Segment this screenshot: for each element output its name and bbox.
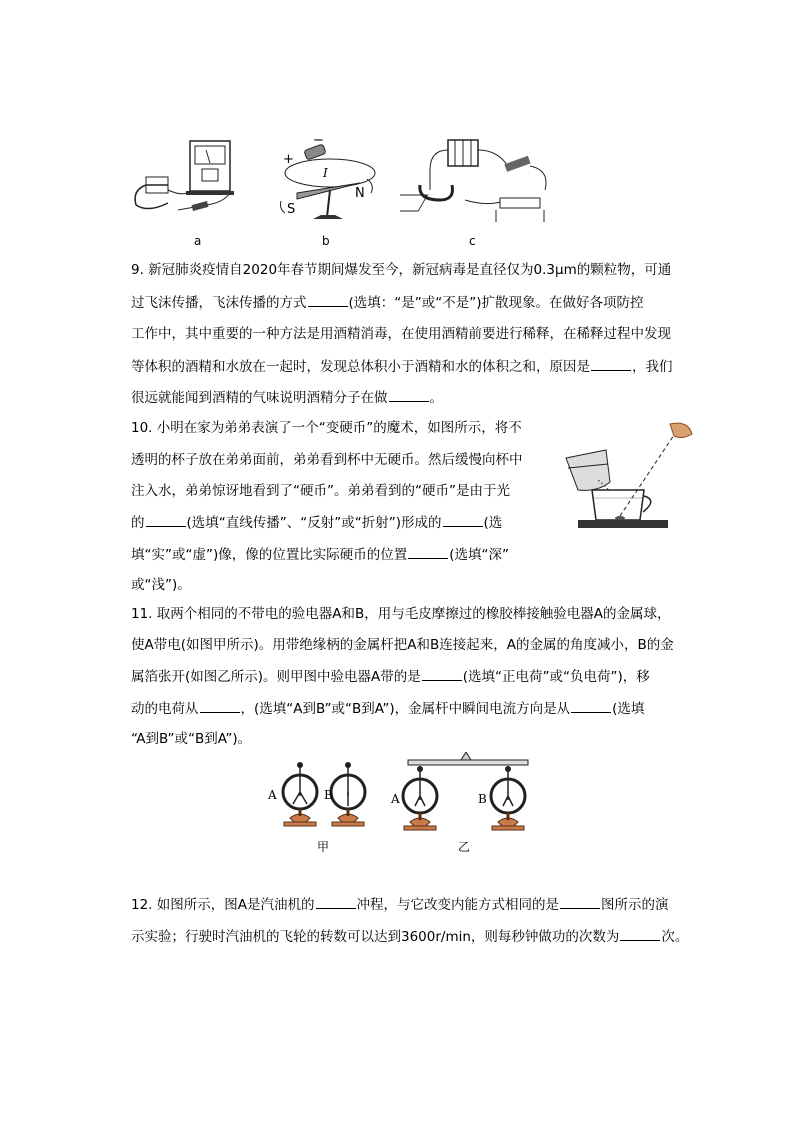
minus-sign: − — [313, 135, 324, 148]
q9-blank1[interactable] — [308, 292, 348, 307]
q9-line2: 过飞沫传播，飞沫传播的方式 (选填：“是”或“不是”)扩散现象。在做好各项防控 — [131, 292, 644, 313]
q11-line5: “A到B”或“B到A”)。 — [131, 731, 252, 747]
q12-line2: 示实验；行驶时汽油机的飞轮的转数可以达到3600r/min，则每秒钟做功的次数为 次。 — [131, 926, 688, 947]
figure-label-a: a — [194, 234, 202, 248]
q12-line1: 12. 如图所示，图A是汽油机的 冲程，与它改变内能方式相同的是 图所示的演 — [131, 894, 669, 915]
q9-line3: 工作中，其中重要的一种方法是用酒精消毒，在使用酒精前要进行稀释，在稀释过程中发现 — [131, 326, 671, 342]
q10-blank2[interactable] — [443, 512, 483, 527]
plus-sign: + — [283, 152, 294, 167]
q9-blank3[interactable] — [389, 387, 429, 402]
figure-label-jia: 甲 — [317, 840, 330, 854]
q11-blank3[interactable] — [571, 698, 611, 713]
electroscope-A-yi: A — [391, 792, 400, 806]
q10-line2: 透明的杯子放在弟弟面前，弟弟看到杯中无硬币。然后缓慢向杯中 — [131, 452, 523, 468]
electroscope-A-jia: A — [268, 788, 277, 802]
electroscope-B-yi: B — [478, 792, 487, 806]
figure-b — [275, 135, 380, 230]
q11-blank2[interactable] — [200, 698, 240, 713]
q11-line2: 使A带电(如图甲所示)。用带绝缘柄的金属杆把A和B连接起来，A的金属的角度减小，B的金 — [131, 637, 674, 653]
q10-line3: 注入水，弟弟惊讶地看到了“硬币”。弟弟看到的“硬币”是由于光 — [131, 483, 510, 499]
q10-blank3[interactable] — [408, 544, 448, 559]
q10-blank1[interactable] — [146, 512, 186, 527]
q12-blank2[interactable] — [560, 894, 600, 909]
figure-a — [128, 135, 238, 225]
q11-line4: 动的电荷从 ，(选填“A到B”或“B到A”)，金属杆中瞬间电流方向是从 (选填 — [131, 698, 644, 719]
q10-line1: 10. 小明在家为弟弟表演了一个“变硬币”的魔术，如图所示，将不 — [131, 420, 522, 436]
q11-line1: 11. 取两个相同的不带电的验电器A和B，用与毛皮摩擦过的橡胶棒接触验电器A的金属球， — [131, 606, 671, 622]
q10-line5: 填“实”或“虚”)像，像的位置比实际硬币的位置 (选填“深” — [131, 544, 509, 565]
q9-line1: 9. 新冠肺炎疫情自2020年春节期间爆发至今，新冠病毒是直径仅为0.3μm的颗粒物，可通 — [131, 262, 672, 278]
q12-blank3[interactable] — [620, 926, 660, 941]
current-label: I — [323, 166, 328, 180]
q11-line3: 属箔张开(如图乙所示)。则甲图中验电器A带的是 (选填“正电荷”或“负电荷”)，移 — [131, 666, 650, 687]
south-pole-label: S — [287, 202, 296, 217]
q9-blank2[interactable] — [591, 356, 631, 371]
q12-blank1[interactable] — [316, 894, 356, 909]
coin-cup-figure — [558, 420, 698, 535]
q10-line6: 或“浅”)。 — [131, 577, 191, 593]
electroscope-figure — [262, 752, 542, 857]
figure-label-c: c — [469, 234, 476, 248]
figure-c — [400, 130, 555, 230]
q9-line5: 很远就能闻到酒精的气味说明酒精分子在做 。 — [131, 387, 443, 408]
q9-line4: 等体积的酒精和水放在一起时，发现总体积小于酒精和水的体积之和，原因是 ，我们 — [131, 356, 673, 377]
q11-blank1[interactable] — [422, 666, 462, 681]
electroscope-B-jia: B — [324, 788, 333, 802]
north-pole-label: N — [355, 186, 365, 201]
q10-line4: 的 (选填“直线传播”、“反射”或“折射”)形成的 (选 — [131, 512, 502, 533]
figure-label-b: b — [322, 234, 330, 248]
figure-label-yi: 乙 — [458, 840, 471, 854]
